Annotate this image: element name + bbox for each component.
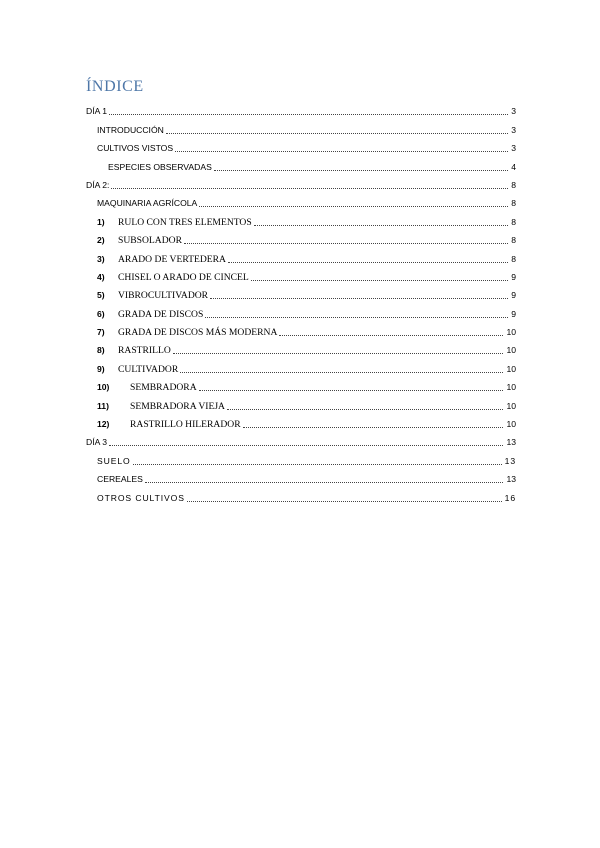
toc-entry-text: DÍA 1 xyxy=(86,106,108,117)
toc-entry-number: 7) xyxy=(97,327,105,338)
toc-entry-number: 2) xyxy=(97,235,105,246)
toc-entry-text: SUELO xyxy=(97,455,131,466)
toc-entry-text: MAQUINARIA AGRÍCOLA xyxy=(97,198,198,209)
toc-entry[interactable] xyxy=(86,99,516,117)
toc-entry[interactable] xyxy=(86,301,516,319)
toc-leader xyxy=(199,390,504,391)
toc-entry[interactable] xyxy=(86,412,516,430)
toc-entry[interactable] xyxy=(86,375,516,393)
toc-entry[interactable] xyxy=(86,265,516,283)
toc-entry[interactable] xyxy=(86,191,516,209)
toc-entry[interactable] xyxy=(86,393,516,411)
toc-page-number: 8 xyxy=(511,235,516,246)
toc-entry[interactable] xyxy=(86,448,516,466)
toc-page-number: 9 xyxy=(511,308,516,319)
toc-entry[interactable] xyxy=(86,246,516,264)
table-of-contents xyxy=(86,99,516,504)
toc-entry-number: 3) xyxy=(97,253,105,264)
toc-entry-number: 4) xyxy=(97,271,105,282)
toc-page-number: 13 xyxy=(506,437,516,448)
toc-entry-text: DÍA 2: xyxy=(86,179,110,190)
toc-leader xyxy=(187,501,502,502)
toc-leader xyxy=(228,262,508,263)
toc-page-number: 13 xyxy=(506,474,516,485)
toc-page-number: 10 xyxy=(506,419,516,430)
toc-entry[interactable] xyxy=(86,173,516,191)
toc-leader xyxy=(199,206,508,207)
toc-entry[interactable] xyxy=(86,356,516,374)
toc-page-number: 10 xyxy=(506,400,516,411)
toc-leader xyxy=(166,133,508,134)
toc-leader xyxy=(243,427,504,428)
toc-leader xyxy=(184,243,508,244)
toc-page-number: 10 xyxy=(506,382,516,393)
toc-leader xyxy=(210,298,508,299)
toc-leader xyxy=(111,188,508,189)
toc-entry-number: 1) xyxy=(97,216,105,227)
toc-entry-text: CHISEL O ARADO DE CINCEL xyxy=(118,271,249,283)
toc-page-number: 10 xyxy=(506,327,516,338)
toc-entry-text: ESPECIES OBSERVADAS xyxy=(108,161,212,172)
toc-leader xyxy=(214,170,508,171)
toc-entry[interactable] xyxy=(86,228,516,246)
toc-entry-number: 11) xyxy=(97,400,109,411)
toc-entry[interactable] xyxy=(86,467,516,485)
toc-entry-text: RULO CON TRES ELEMENTOS xyxy=(118,216,252,228)
toc-page-number: 3 xyxy=(511,106,516,117)
toc-entry[interactable] xyxy=(86,154,516,172)
toc-entry[interactable] xyxy=(86,320,516,338)
toc-entry-number: 9) xyxy=(97,363,105,374)
toc-entry[interactable] xyxy=(86,485,516,503)
toc-leader xyxy=(109,445,503,446)
toc-leader xyxy=(173,353,504,354)
toc-entry[interactable] xyxy=(86,338,516,356)
toc-leader xyxy=(251,280,508,281)
toc-page-number: 9 xyxy=(511,290,516,301)
toc-entry-text: CULTIVADOR xyxy=(118,363,179,375)
toc-leader xyxy=(279,335,503,336)
toc-entry-number: 5) xyxy=(97,290,105,301)
toc-page-number: 10 xyxy=(506,345,516,356)
toc-leader xyxy=(227,409,503,410)
toc-entry-text: SEMBRADORA xyxy=(130,382,197,394)
toc-entry[interactable] xyxy=(86,283,516,301)
toc-leader xyxy=(180,372,503,373)
toc-page-number: 8 xyxy=(511,179,516,190)
toc-entry-text: SEMBRADORA VIEJA xyxy=(130,400,225,412)
toc-entry-text: ARADO DE VERTEDERA xyxy=(118,253,226,265)
toc-entry-text: VIBROCULTIVADOR xyxy=(118,290,209,302)
toc-entry-text: GRADA DE DISCOS xyxy=(118,308,204,320)
page-title: ÍNDICE xyxy=(86,78,144,95)
toc-page-number: 16 xyxy=(504,492,516,503)
toc-page-number: 3 xyxy=(511,143,516,154)
toc-leader xyxy=(205,317,508,318)
toc-entry[interactable] xyxy=(86,136,516,154)
toc-entry-text: CEREALES xyxy=(97,474,143,485)
toc-leader xyxy=(254,225,509,226)
toc-entry-number: 8) xyxy=(97,345,105,356)
toc-entry-number: 6) xyxy=(97,308,105,319)
toc-leader xyxy=(145,482,504,483)
toc-entry-text: CULTIVOS VISTOS xyxy=(97,143,174,154)
toc-entry-number: 10) xyxy=(97,382,110,393)
toc-entry[interactable] xyxy=(86,430,516,448)
toc-page-number: 9 xyxy=(511,271,516,282)
toc-page-number: 10 xyxy=(506,363,516,374)
toc-page-number: 8 xyxy=(511,216,516,227)
toc-entry-text: RASTRILLO xyxy=(118,345,171,357)
toc-entry-text: GRADA DE DISCOS MÁS MODERNA xyxy=(118,327,278,339)
toc-entry-text: INTRODUCCIÓN xyxy=(97,124,164,135)
toc-entry[interactable] xyxy=(86,209,516,227)
toc-page-number: 13 xyxy=(504,455,516,466)
toc-page-number: 8 xyxy=(511,253,516,264)
toc-entry-text: DÍA 3 xyxy=(86,437,108,448)
toc-entry[interactable] xyxy=(86,117,516,135)
toc-entry-number: 12) xyxy=(97,419,110,430)
toc-page-number: 4 xyxy=(511,161,516,172)
toc-page-number: 3 xyxy=(511,124,516,135)
toc-entry-text: RASTRILLO HILERADOR xyxy=(130,419,241,431)
toc-entry-text: SUBSOLADOR xyxy=(118,235,182,247)
toc-leader xyxy=(133,464,502,465)
toc-leader xyxy=(175,151,508,152)
toc-leader xyxy=(109,114,508,115)
toc-entry-text: OTROS CULTIVOS xyxy=(97,492,185,503)
toc-page-number: 8 xyxy=(511,198,516,209)
